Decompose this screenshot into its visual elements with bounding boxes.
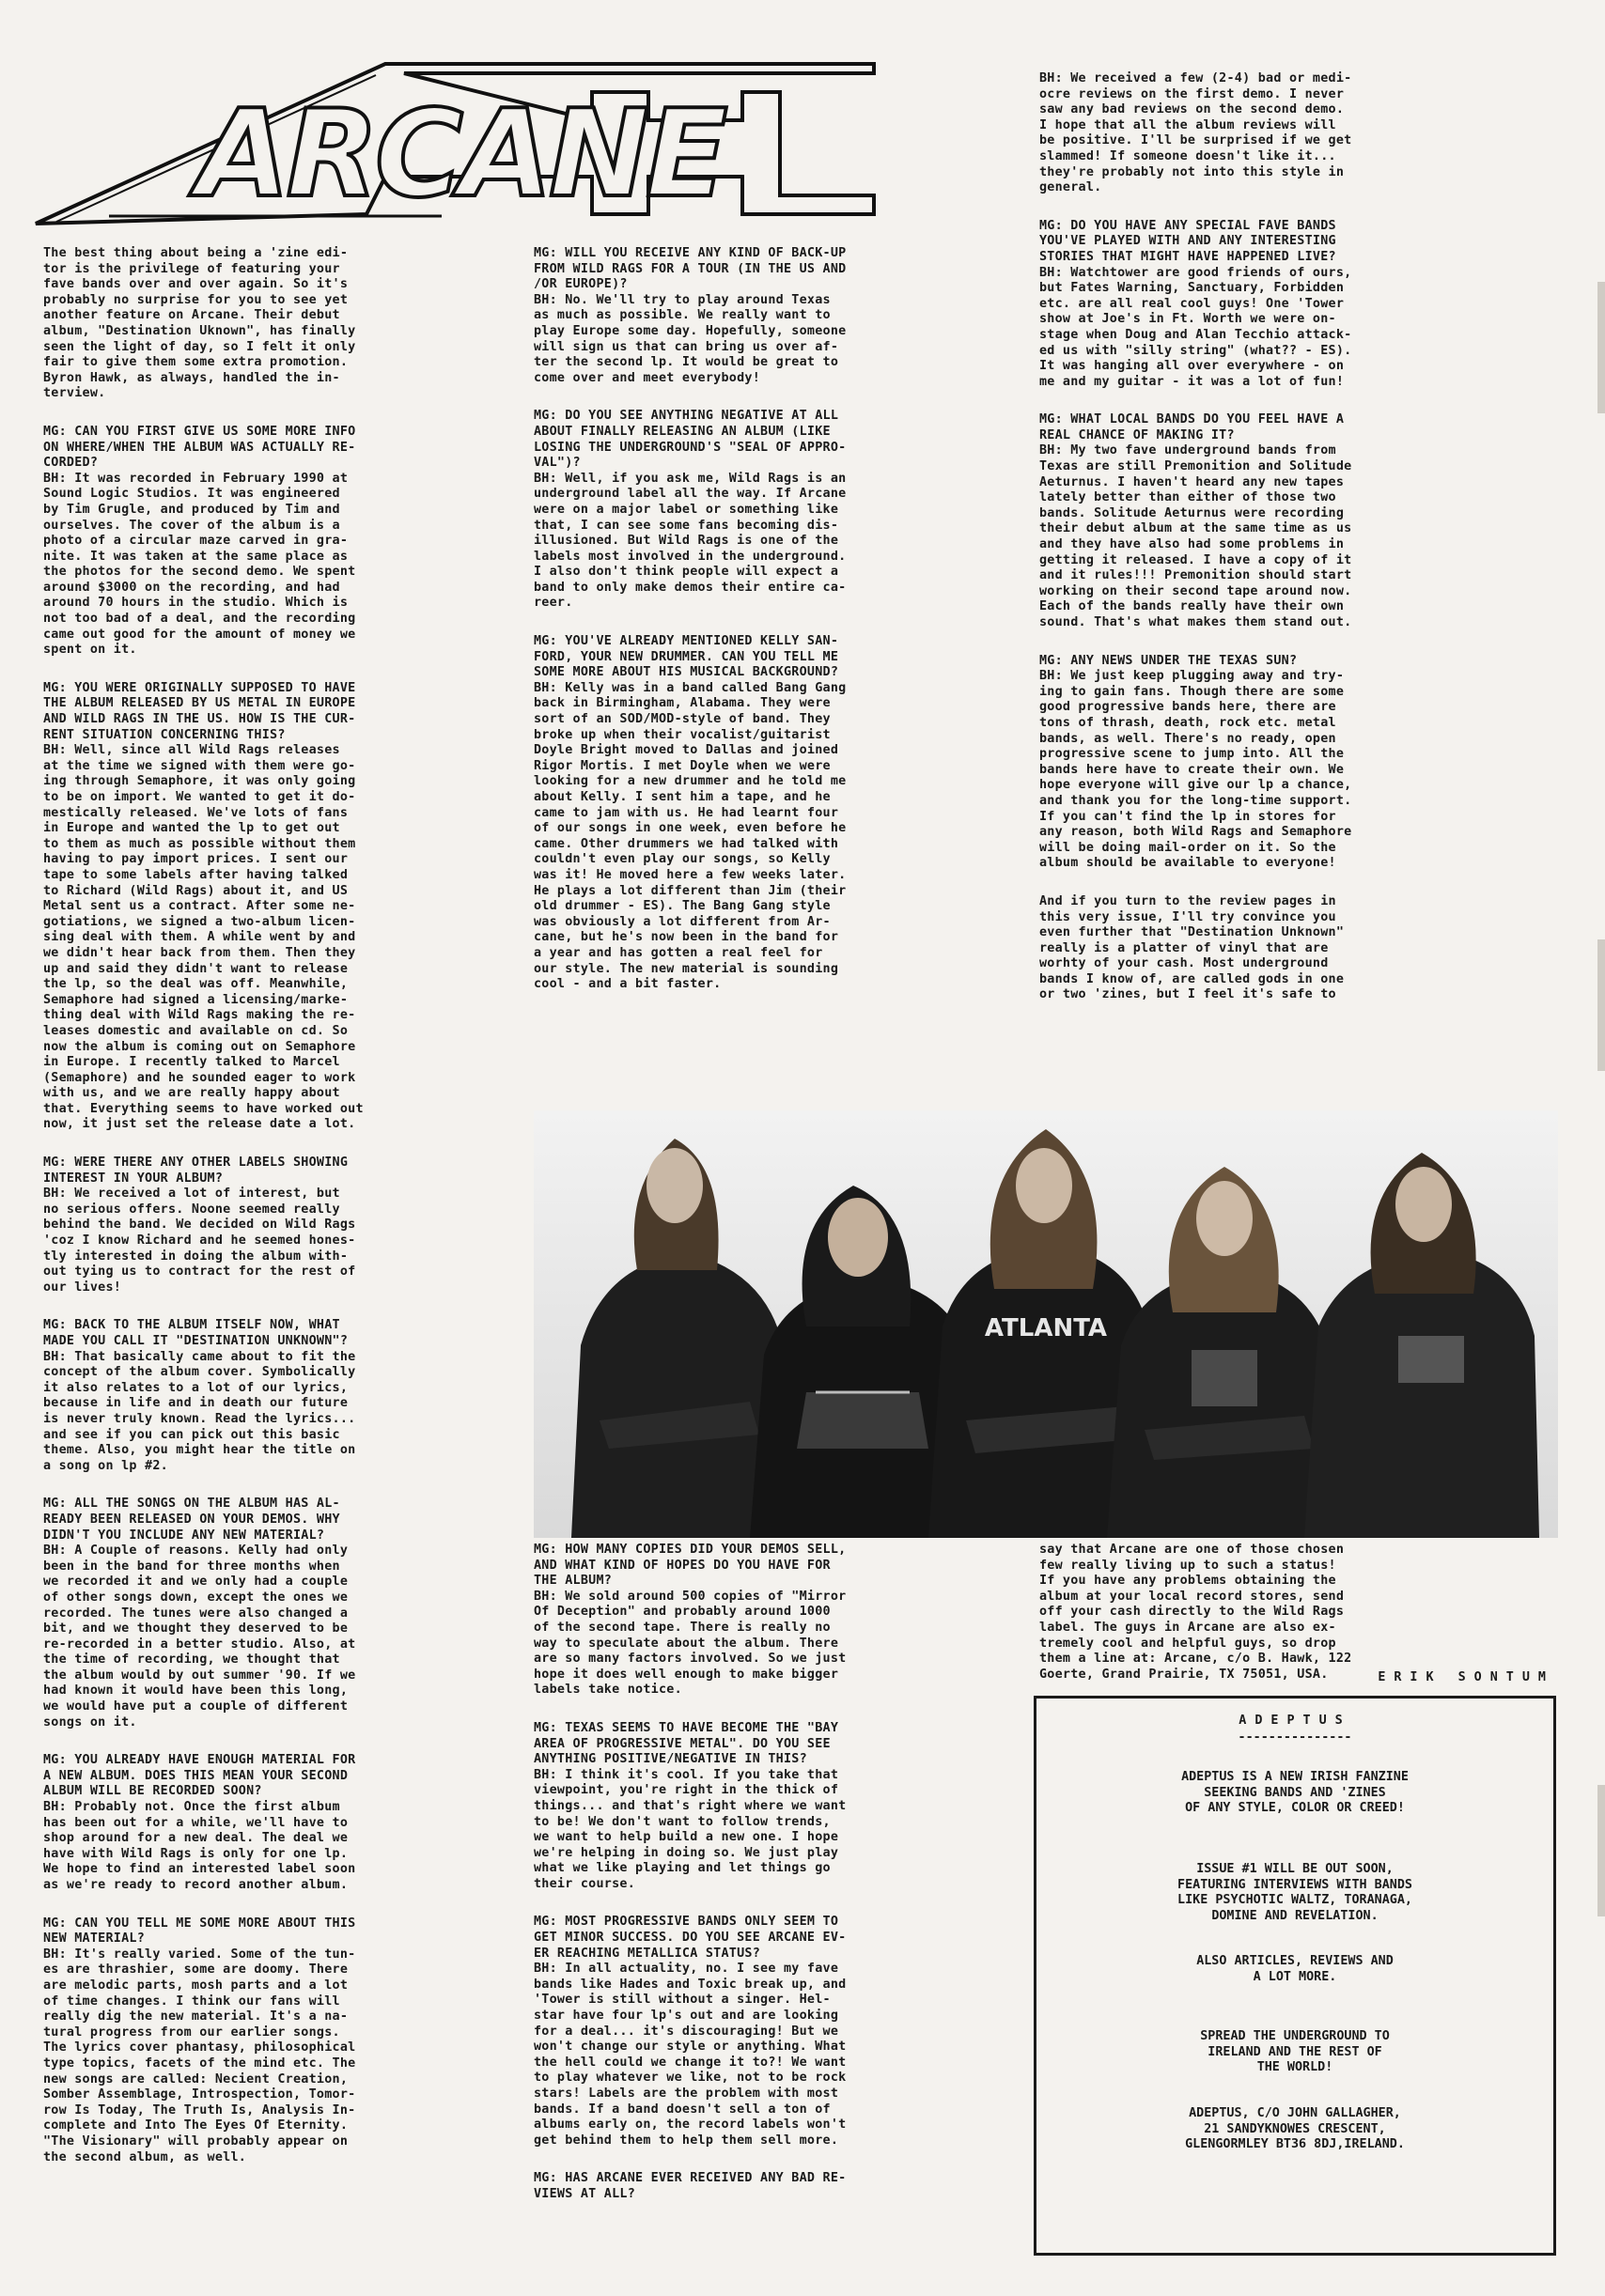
arcane-logo [28, 54, 893, 233]
column-left [43, 246, 511, 2188]
qa-block: MG: TEXAS SEEMS TO HAVE BECOME THE "BAY AREA OF PROGRESSIVE METAL". DO YOU SEE ANYTHING POSITIVE/NEGATIVE IN THIS? BH: I think it's cool. If you take that viewpoint, you're right in the thick of things... and that's right where we want to be! We don't want to follow trends, we want to help build a new one. I hope we're helping in doing so. We just play what we like playing and let things go their course. [534, 1720, 847, 1891]
ad-title: ADEPTUS [1239, 1714, 1351, 1728]
qa-block: MG: YOU ALREADY HAVE ENOUGH MATERIAL FOR A NEW ALBUM. DOES THIS MEAN YOUR SECOND ALBUM WILL BE RECORDED SOON? BH: Probably not. Once the first album has been out for a while, we'll have to shop around for a new deal. The deal we have with Wild Rags is only for one lp. We hope to find an interested label soon as we're ready to record another album. [43, 1753, 356, 1892]
qa-block: MG: DO YOU HAVE ANY SPECIAL FAVE BANDS YOU'VE PLAYED WITH AND ANY INTERESTING STORIES THAT MIGHT HAVE HAPPENED LIVE? BH: Watchtower are good friends of ours, but Fates Warning, Sanctuary, Forbidden etc. are all real cool guys! One 'Tower show at Joe's in Ft. Worth we were on- stage when Doug and Alan Tecchio attack- ed us with "silly string" (what?? - ES). It was hanging all over everywhere - on me and my guitar - it was a lot of fun! [1039, 218, 1352, 389]
ad-paragraph: ADEPTUS IS A NEW IRISH FANZINE SEEKING BANDS AND 'ZINES OF ANY STYLE, COLOR OR CREED! [1181, 1770, 1409, 1816]
qa-block: BH: We received a few (2-4) bad or medi- ocre reviews on the first demo. I never saw any bad reviews on the second demo. I hope that all the album reviews will be positive. I'll be surprised if we get slammed! If someone doesn't like it... they're probably not into this style in general. [1039, 71, 1352, 195]
intro-paragraph: The best thing about being a 'zine edi- tor is the privilege of featuring your fave bands over and over again. So it's probably no surprise for you to see yet another feature on Arcane. Their debut album, "Destination Uknown", has finally seen the light of day, so I felt it only fair to give them some extra promotion. Byron Hawk, as always, handled the in- terview. [43, 246, 356, 401]
band-photo-image [534, 1110, 1558, 1538]
ad-address: ADEPTUS, C/O JOHN GALLAGHER, 21 SANDYKNOWES CRESCENT, GLENGORMLEY BT36 8DJ,IRELAND. [1185, 2106, 1405, 2152]
binder-mark [1597, 1785, 1605, 1916]
qa-block: MG: WILL YOU RECEIVE ANY KIND OF BACK-UP FROM WILD RAGS FOR A TOUR (IN THE US AND /OR EUROPE)? BH: No. We'll try to play around Texas as much as possible. We really want to play Europe some day. Hopefully, someone will sign us that can bring us over af- ter the second lp. It would be great to come over and meet everybody! [534, 246, 847, 385]
ad-paragraph: ISSUE #1 WILL BE OUT SOON, FEATURING INTERVIEWS WITH BANDS LIKE PSYCHOTIC WALTZ, TORANAGA, DOMINE AND REVELATION. [1177, 1862, 1412, 1923]
qa-block: MG: YOU'VE ALREADY MENTIONED KELLY SAN- FORD, YOUR NEW DRUMMER. CAN YOU TELL ME SOME MORE ABOUT HIS MUSICAL BACKGROUND? BH: Kelly was in a band called Bang Gang back in Birmingham, Alabama. They were sort of an SOD/MOD-style of band. They broke up when their vocalist/guitarist Doyle Bright moved to Dallas and joined Rigor Mortis. I met Doyle when we were looking for a new drummer and he told me about Kelly. I sent him a tape, and he came to jam with us. He had learnt four of our songs in one week, even before he came. Other drummers we had talked with couldn't even play our songs, so Kelly was it! He moved here a few weeks later. He plays a lot different than Jim (their old drummer - ES). The Bang Gang style was obviously a lot different from Ar- cane, but he's now been in the band for a year and has gotten a real feel for our style. The new material is sounding cool - and a bit faster. [534, 634, 847, 992]
qa-block: MG: ANY NEWS UNDER THE TEXAS SUN? BH: We just keep plugging away and try- ing to gain fans. Though there are some good progressive bands here, there are tons of thrash, death, rock etc. metal bands, as well. There's no ready, open progressive scene to jump into. All the bands here have to create their own. We hope everyone will give our lp a chance, and thank you for the long-time support. If you can't find the lp in stores for any reason, both Wild Rags and Semaphore will be doing mail-order on it. So the album should be available to everyone! [1039, 653, 1352, 871]
ad-paragraph: ALSO ARTICLES, REVIEWS AND A LOT MORE. [1196, 1954, 1394, 1984]
qa-block: MG: WERE THERE ANY OTHER LABELS SHOWING INTEREST IN YOUR ALBUM? BH: We received a lot of interest, but no serious offers. Noone seemed really behind the band. We decided on Wild Rags 'coz I know Richard and he seemed hones- tly interested in doing the album with- out tying us to contract for the rest of our lives! [43, 1156, 356, 1295]
qa-block: MG: HAS ARCANE EVER RECEIVED ANY BAD RE- VIEWS AT ALL? [534, 2171, 847, 2201]
qa-block: MG: ALL THE SONGS ON THE ALBUM HAS AL- READY BEEN RELEASED ON YOUR DEMOS. WHY DIDN'T YOU INCLUDE ANY NEW MATERIAL? BH: A Couple of reasons. Kelly had only been in the band for three months when we recorded it and we only had a couple of other songs down, except the ones we recorded. The tunes were also changed a bit, and we thought they deserved to be re-recorded in a better studio. Also, at the time of recording, we thought that the album would by out summer '90. If we had known it would have been this long, we would have put a couple of different songs on it. [43, 1497, 356, 1730]
qa-block: MG: MOST PROGRESSIVE BANDS ONLY SEEM TO GET MINOR SUCCESS. DO YOU SEE ARCANE EV- ER REACHING METALLICA STATUS? BH: In all actuality, no. I see my fave bands like Hades and Toxic break up, and 'Tower is still without a singer. Hel- star have four lp's out and are looking for a deal... it's discouraging! But we won't change our style or anything. What the hell could we change it to?! We want to play whatever we like, not to be rock stars! Labels are the problem with most bands. If a band doesn't sell a ton of albums early on, the record labels won't get behind them to help them sell more. [534, 1915, 847, 2148]
column-middle [534, 246, 1017, 1016]
band-photo [534, 1110, 1558, 1538]
qa-block: MG: BACK TO THE ALBUM ITSELF NOW, WHAT MADE YOU CALL IT "DESTINATION UNKNOWN"? BH: That basically came about to fit the concept of the album cover. Symbolically it also relates to a lot of our lyrics, because in life and in death our future is never truly known. Read the lyrics... and see if you can pick out this basic theme. Also, you might hear the title on a song on lp #2. [43, 1318, 356, 1473]
column-right [1039, 71, 1554, 1026]
logo-text: ARCANE [196, 85, 725, 225]
qa-block: MG: HOW MANY COPIES DID YOUR DEMOS SELL, AND WHAT KIND OF HOPES DO YOU HAVE FOR THE ALBUM? BH: We sold around 500 copies of "Mirror Of Deception" and probably around 1000 of the second tape. There is really no way to speculate about the album. There are so many factors involved. So we just hope it does well enough to make bigger labels take notice. [534, 1543, 847, 1698]
qa-block: MG: CAN YOU FIRST GIVE US SOME MORE INFO ON WHERE/WHEN THE ALBUM WAS ACTUALLY RE- CORDED? BH: It was recorded in February 1990 at Sound Logic Studios. It was engineered by Tim Grugle, and produced by Tim and ourselves. The cover of the album is a photo of a circular maze carved in gra- nite. It was taken at the same place as the photos for the second demo. We spent around $3000 on the recording, and had around 70 hours in the studio. Which is not too bad of a deal, and the recording came out good for the amount of money we spent on it. [43, 424, 356, 658]
ad-paragraph: SPREAD THE UNDERGROUND TO IRELAND AND THE REST OF THE WORLD! [1200, 2029, 1390, 2075]
qa-block: MG: YOU WERE ORIGINALLY SUPPOSED TO HAVE THE ALBUM RELEASED BY US METAL IN EUROPE AND WILD RAGS IN THE US. HOW IS THE CUR- RENT SITUATION CONCERNING THIS? BH: Well, since all Wild Rags releases at the time we signed with them were go- ing through Semaphore, it was only going to be on import. We wanted to get it do- mestically released. We've lots of fans in Europe and wanted the lp to get out to them as much as possible without them having to pay import prices. I sent our tape to some labels after having talked to Richard (Wild Rags) about it, and US Metal sent us a contract. After some ne- gotiations, we signed a two-album licen- sing deal with them. A while went by and we didn't hear back from them. Then they up and said they didn't want to release the lp, so the deal was off. Meanwhile, Semaphore had signed a licensing/marke- thing deal with Wild Rags making the re- leases domestic and available on cd. So now the album is coming out on Semaphore in Europe. I recently talked to Marcel (Semaphore) and he sounded eager to work with us, and we are really happy about that. Everything seems to have worked out now, it just set the release date a lot. [43, 680, 364, 1132]
column-middle-bottom [534, 1543, 1017, 2226]
adeptus-ad [1034, 1696, 1556, 2256]
shirt-text: ATLANTA [984, 1314, 1108, 1342]
closing-paragraph: And if you turn to the review pages in this very issue, I'll try convince you even further that "Destination Unknown" really is a platter of vinyl that are worhty of your cash. Most underground bands I know of, are called gods in one or two 'zines, but I feel it's safe to [1039, 893, 1345, 1002]
closing-paragraph-cont: say that Arcane are one of those chosen few really living up to such a status! If you have any problems obtaining the album at your local record stores, send off your cash directly to the Wild Rags label. The guys in Arcane are also ex- tremely cool and helpful guys, so drop them a line at: Arcane, c/o B. Hawk, 122 Goerte, Grand Prairie, TX 75051, USA. [1039, 1543, 1352, 1682]
author-signature: ERIK SONTUM [1378, 1670, 1554, 1684]
qa-block: MG: DO YOU SEE ANYTHING NEGATIVE AT ALL ABOUT FINALLY RELEASING AN ALBUM (LIKE LOSING THE UNDERGROUND'S "SEAL OF APPRO- VAL")? BH: Well, if you ask me, Wild Rags is an underground label all the way. If Arcane were on a major label or something like that, I can see some fans becoming dis- illusioned. But Wild Rags is one of the labels most involved in the underground. I also don't think people will expect a band to only make demos their entire ca- reer. [534, 409, 847, 611]
qa-block: MG: CAN YOU TELL ME SOME MORE ABOUT THIS NEW MATERIAL? BH: It's really varied. Some of the tun- es are thrashier, some are doomy. There are melodic parts, mosh parts and a lot of time changes. I think our fans will really dig the new material. It's a na- tural progress from our earlier songs. The lyrics cover phantasy, philosophical type topics, facets of the mind etc. The new songs are called: Necient Creation, Somber Assemblage, Introspection, Tomor- row Is Today, The Truth Is, Analysis In- complete and Into The Eyes Of Eternity. "The Visionary" will probably appear on the second album, as well. [43, 1916, 356, 2164]
ad-rule: --------------- [1238, 1730, 1352, 1745]
qa-block: MG: WHAT LOCAL BANDS DO YOU FEEL HAVE A REAL CHANCE OF MAKING IT? BH: My two fave underground bands from Texas are still Premonition and Solitude Aeturnus. I haven't heard any new tapes lately better than either of those two bands. Solitude Aeturnus were recording their debut album at the same time as us and they have also had some problems in getting it released. I have a copy of it and it rules!!! Premonition should start working on their second tape around now. Each of the bands really have their own sound. That's what makes them stand out. [1039, 412, 1352, 629]
binder-mark [1597, 282, 1605, 413]
binder-mark [1597, 939, 1605, 1071]
